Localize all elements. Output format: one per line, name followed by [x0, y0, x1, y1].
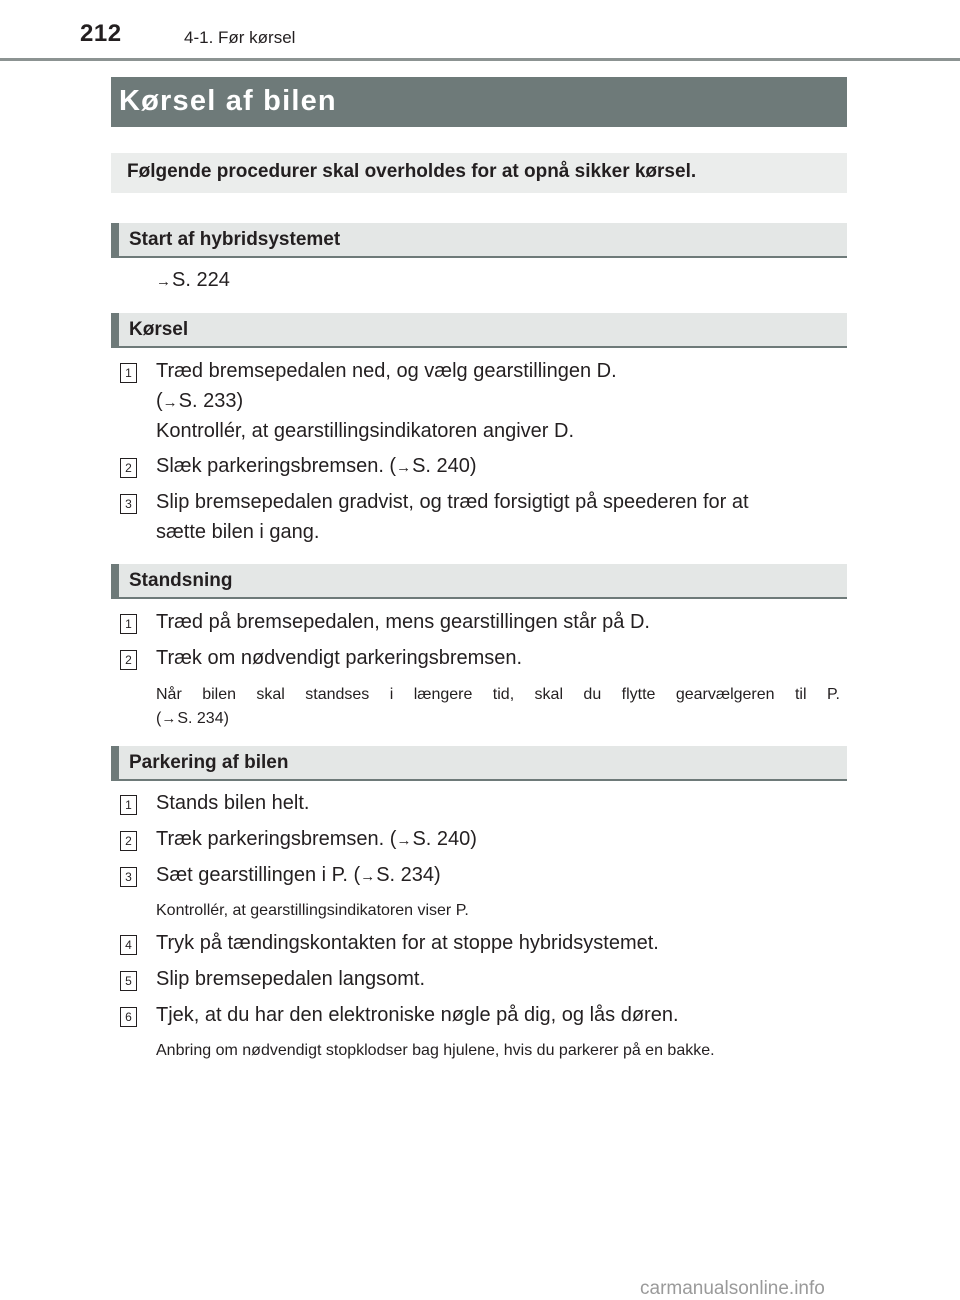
- step-number: 2: [120, 458, 137, 478]
- arrow-right-icon: →: [156, 273, 171, 290]
- intro-box: Følgende procedurer skal overholdes for at opnå sikker kørsel.: [111, 153, 847, 193]
- parking-step-3-text: Sæt gearstillingen i P. (: [156, 864, 361, 886]
- parking-step-5-text: Slip bremsepedalen langsomt.: [156, 968, 426, 990]
- section-heading-start: Start af hybridsystemet: [111, 223, 847, 258]
- parking-final-note: Anbring om nødvendigt stopklodser bag hjulene, hvis du parkerer på en bakke.: [156, 1042, 715, 1059]
- parking-step-1-text: Stands bilen helt.: [156, 792, 310, 814]
- stopping-step-1-text: Træd på bremsepedalen, mens gearstillingen står på D.: [156, 611, 650, 633]
- section-heading-parking: Parkering af bilen: [111, 746, 847, 781]
- driving-step-3-text: Slip bremsepedalen gradvist, og træd forsigtigt på speederen for at: [156, 491, 749, 513]
- arrow-right-icon: →: [360, 868, 376, 885]
- step-number: 2: [120, 831, 137, 851]
- chapter-title: 4-1. Før kørsel: [184, 28, 296, 47]
- section-heading-driving: Kørsel: [111, 313, 847, 348]
- driving-step-3-text-cont: sætte bilen i gang.: [156, 521, 320, 543]
- stopping-note-reference-link[interactable]: S. 234): [177, 710, 229, 727]
- page-title: Kørsel af bilen: [119, 85, 337, 117]
- start-reference-link[interactable]: S. 224: [172, 269, 230, 291]
- step-number: 4: [120, 935, 137, 955]
- driving-step-2-text: Slæk parkeringsbremsen. (: [156, 455, 397, 477]
- parking-step-2-text: Træk parkeringsbremsen. (: [156, 828, 397, 850]
- driving-step-1-reference: (→S. 233): [156, 390, 244, 412]
- stopping-note-reference: (→S. 234): [156, 710, 229, 727]
- driving-step-1-check: Kontrollér, at gearstillingsindikatoren angiver D.: [156, 420, 574, 442]
- step-number: 5: [120, 971, 137, 991]
- arrow-right-icon: →: [162, 394, 178, 411]
- driving-step-2-reference-link[interactable]: S. 240): [412, 455, 477, 477]
- arrow-right-icon: →: [161, 710, 177, 727]
- driving-step-1-text: Træd bremsepedalen ned, og vælg gearstillingen D.: [156, 360, 617, 382]
- step-number: 3: [120, 867, 137, 887]
- section-heading-stopping: Standsning: [111, 564, 847, 599]
- step-number: 2: [120, 650, 137, 670]
- step-number: 1: [120, 363, 137, 383]
- stopping-note: Når bilen skal standses i længere tid, skal du flytte gearvælgeren til P.: [156, 686, 840, 703]
- step-number: 1: [120, 614, 137, 634]
- parking-step-2-reference-link[interactable]: S. 240): [412, 828, 477, 850]
- parking-step-3-note: Kontrollér, at gearstillingsindikatoren viser P.: [156, 902, 469, 919]
- page-header: [0, 0, 960, 62]
- arrow-right-icon: →: [396, 459, 412, 476]
- step-number: 1: [120, 795, 137, 815]
- start-reference: [156, 265, 230, 297]
- parking-step-2: [156, 824, 477, 856]
- step-number: 3: [120, 494, 137, 514]
- header-divider: [0, 58, 960, 61]
- parking-step-3-reference-link[interactable]: S. 234): [376, 864, 441, 886]
- page-number: 212: [80, 20, 122, 47]
- stopping-step-2-text: Træk om nødvendigt parkeringsbremsen.: [156, 647, 523, 669]
- page-title-bar: [111, 77, 847, 127]
- driving-step-1-reference-link[interactable]: S. 233): [178, 390, 244, 412]
- step-number: 6: [120, 1007, 137, 1027]
- driving-step-2: [156, 451, 477, 483]
- parking-step-4-text: Tryk på tændingskontakten for at stoppe hybridsystemet.: [156, 932, 659, 954]
- parking-step-6-text: Tjek, at du har den elektroniske nøgle på dig, og lås døren.: [156, 1004, 679, 1026]
- arrow-right-icon: →: [396, 832, 412, 849]
- watermark: carmanualsonline.info: [640, 1278, 825, 1299]
- parking-step-3: [156, 860, 441, 892]
